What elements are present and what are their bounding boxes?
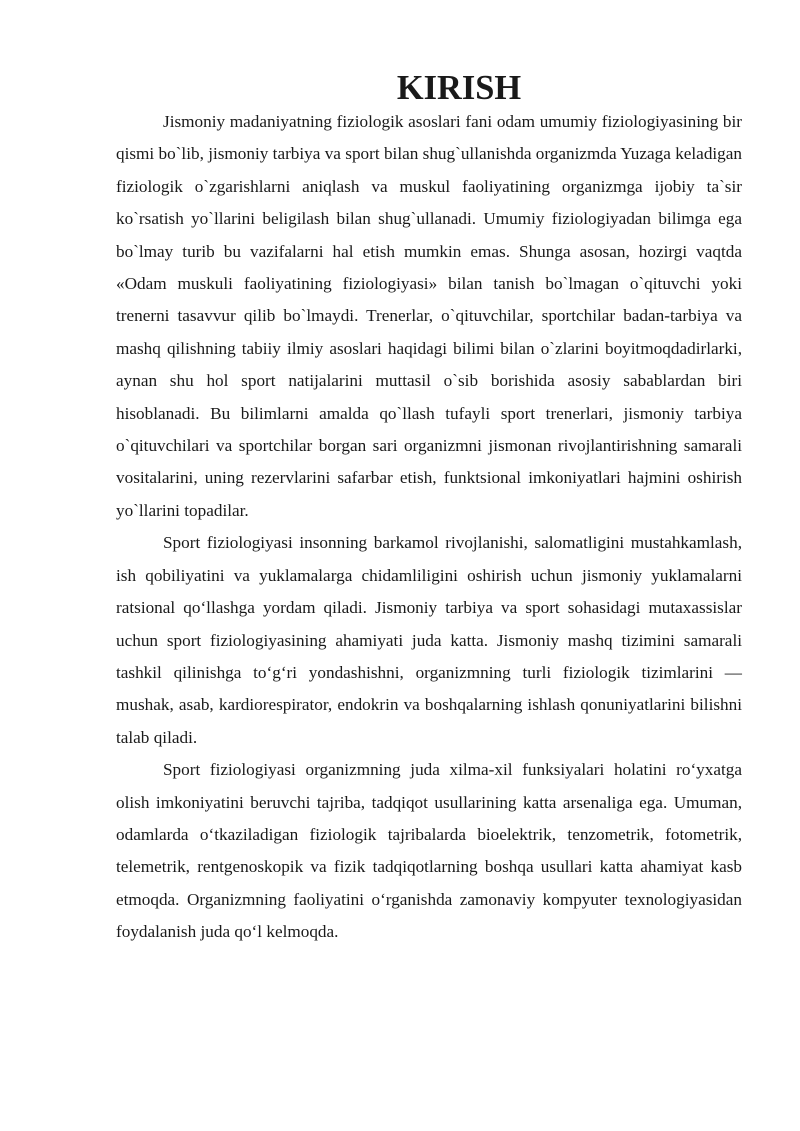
- paragraph-research-methods: Sport fiziologiyasi organizmning juda xilma-xil funksiyalari holatini ro‘yxatga olish imkoniyatini beruvchi tajriba, tadqiqot usullarining katta arsenaliga ega. Umuman, odamlarda o‘tkaziladigan fiziologik tajribalarda bioelektrik, tenzometrik, fotometrik, telemetrik, rentgenoskopik va fizik tadqiqotlarning boshqa usullari katta ahamiyat kasb etmoqda. Organizmning faoliyatini o‘rganishda zamonaviy kompyuter texnologiyasidan foydalanish juda qo‘l kelmoqda.: [116, 760, 742, 942]
- document-body: [116, 69, 742, 949]
- paragraph-sport-physiology: Sport fiziologiyasi insonning barkamol rivojlanishi, salomatligini mustahkamlash, ish qobiliyatini va yuklamalarga chidamliligini oshirish uchun jismoniy yuklamalarni ratsional qo‘llashga yordam qiladi. Jismoniy tarbiya va sport sohasidagi mutaxassislar uchun sport fiziologiyasining ahamiyati juda katta. Jismoniy mashq tizimini samarali tashkil qilinishga to‘g‘ri yondashishni, organizmning turli fiziologik tizimlarini — mushak, asab, kardiorespirator, endokrin va boshqalarning ishlash qonuniyatlarini bilishni talab qiladi.: [116, 533, 742, 747]
- paragraph-intro: Jismoniy madaniyatning fiziologik asoslari fani odam umumiy fiziologiyasining bir qismi bo`lib, jismoniy tarbiya va sport bilan shug`ullanishda organizmda Yuzaga keladigan fiziologik o`zgarishlarni aniqlash va muskul faoliyatining organizmga ijobiy ta`sir ko`rsatish yo`llarini beligilash bilan shug`ullanadi. Umumiy fiziologiyadan bilimga ega bo`lmay turib bu vazifalarni hal etish mumkin emas. Shunga asosan, hozirgi vaqtda «Odam muskuli faoliyatining fiziologiyasi» bilan tanish bo`lmagan o`qituvchi yoki trenerni tasavvur qilib bo`lmaydi. Trenerlar, o`qituvchilar, sportchilar badan-tarbiya va mashq qilishning tabiiy ilmiy asoslari haqidagi bilimi bilan o`zlarini boyitmoqdadirlarki, aynan shu hol sport natijalarini muttasil o`sib borishida asosiy sabablardan biri hisoblanadi. Bu bilimlarni amalda qo`llash tufayli sport trenerlari, jismoniy tarbiya o`qituvchilari va sportchilar borgan sari organizmni jismonan rivojlantirishning samarali vositalarini, uning rezervlarini safarbar etish, funktsional imkoniyatlari hajmini oshirish yo`llarini topadilar.: [116, 112, 742, 520]
- page-heading: KIRISH: [396, 69, 522, 107]
